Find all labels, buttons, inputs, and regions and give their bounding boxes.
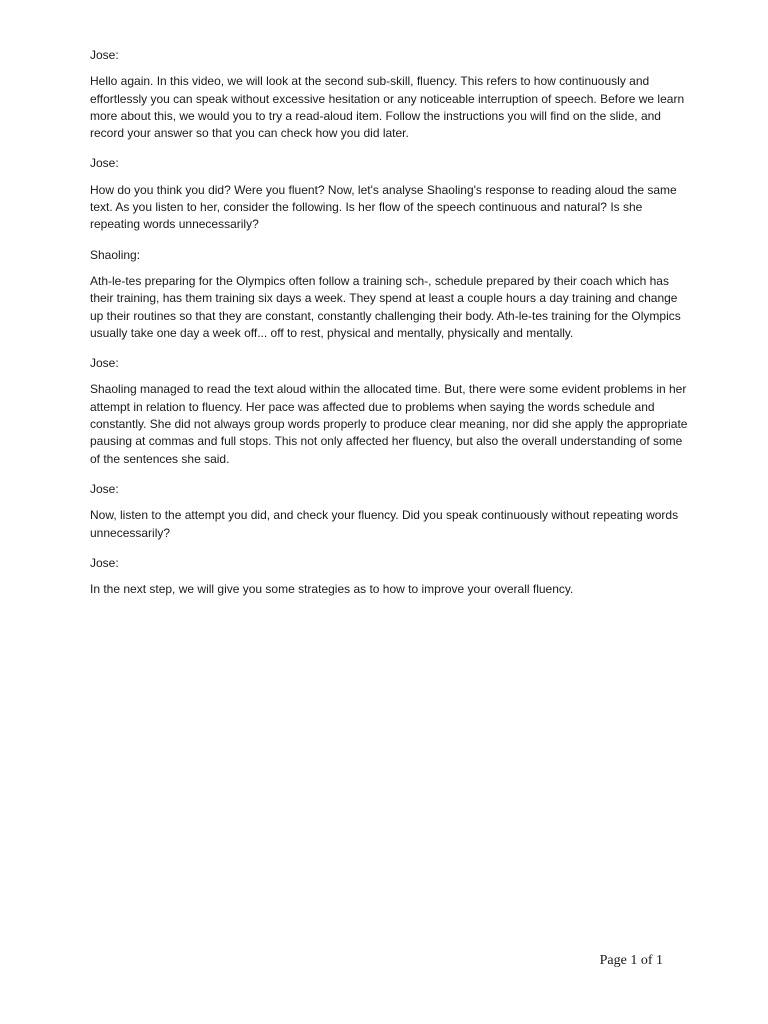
utterance-text: Hello again. In this video, we will look at the second sub-skill, fluency. This refers to how continuously and effortlessly you can speak without excessive hesitation or any noticeable interruption of speech. Before we learn more about this, we would you to try a read-aloud item. Follow the instructions you will find on the slide, and record your answer so that you can check how you did later. bbox=[90, 74, 685, 141]
speaker-name: Jose: bbox=[90, 48, 119, 62]
utterance-text: Now, listen to the attempt you did, and check your fluency. Did you speak continuously without repeating words unnecessarily? bbox=[90, 508, 679, 540]
speaker-name: Jose: bbox=[90, 356, 119, 371]
utterance-text: Shaoling managed to read the text aloud within the allocated time. But, there were some evident problems in her attempt in relation to fluency. Her pace was affected due to problems when saying the words schedule and constantly. She did not always group words properly to produce clear meaning, nor did she apply the appropriate pausing at commas and full stops. This not only affected her fluency, but also the overall understanding of some of the sentences she said. bbox=[90, 382, 688, 466]
speaker-name: Jose: bbox=[90, 555, 119, 570]
transcript-entry bbox=[90, 47, 690, 142]
transcript-entry bbox=[90, 155, 690, 233]
transcript-entry bbox=[90, 481, 690, 542]
speaker-name: Jose: bbox=[90, 156, 119, 171]
speaker-name: Jose: bbox=[90, 481, 119, 496]
page-number: Page 1 of 1 bbox=[599, 953, 663, 968]
transcript-entry bbox=[90, 355, 690, 468]
transcript-entry bbox=[90, 247, 690, 342]
utterance-text: Ath-le-tes preparing for the Olympics often follow a training sch-, schedule prepared by their coach which has their training, has them training six days a week. They spend at least a couple hours a day training and change up their routines so that they are constant, constantly challenging their body. Ath-le-tes training for the Olympics usually take one day a week off... off to rest, physical and mentally, physically and mentally. bbox=[90, 273, 681, 340]
utterance-text: In the next step, we will give you some strategies as to how to improve your overall fluency. bbox=[90, 582, 574, 597]
utterance-text: How do you think you did? Were you fluent? Now, let's analyse Shaoling's response to reading aloud the same text. As you listen to her, consider the following. Is her flow of the speech continuous and natural? Is she repeating words unnecessarily? bbox=[90, 182, 677, 232]
speaker-name: Shaoling: bbox=[90, 247, 141, 262]
transcript-entry bbox=[90, 555, 690, 599]
transcript bbox=[90, 47, 690, 611]
